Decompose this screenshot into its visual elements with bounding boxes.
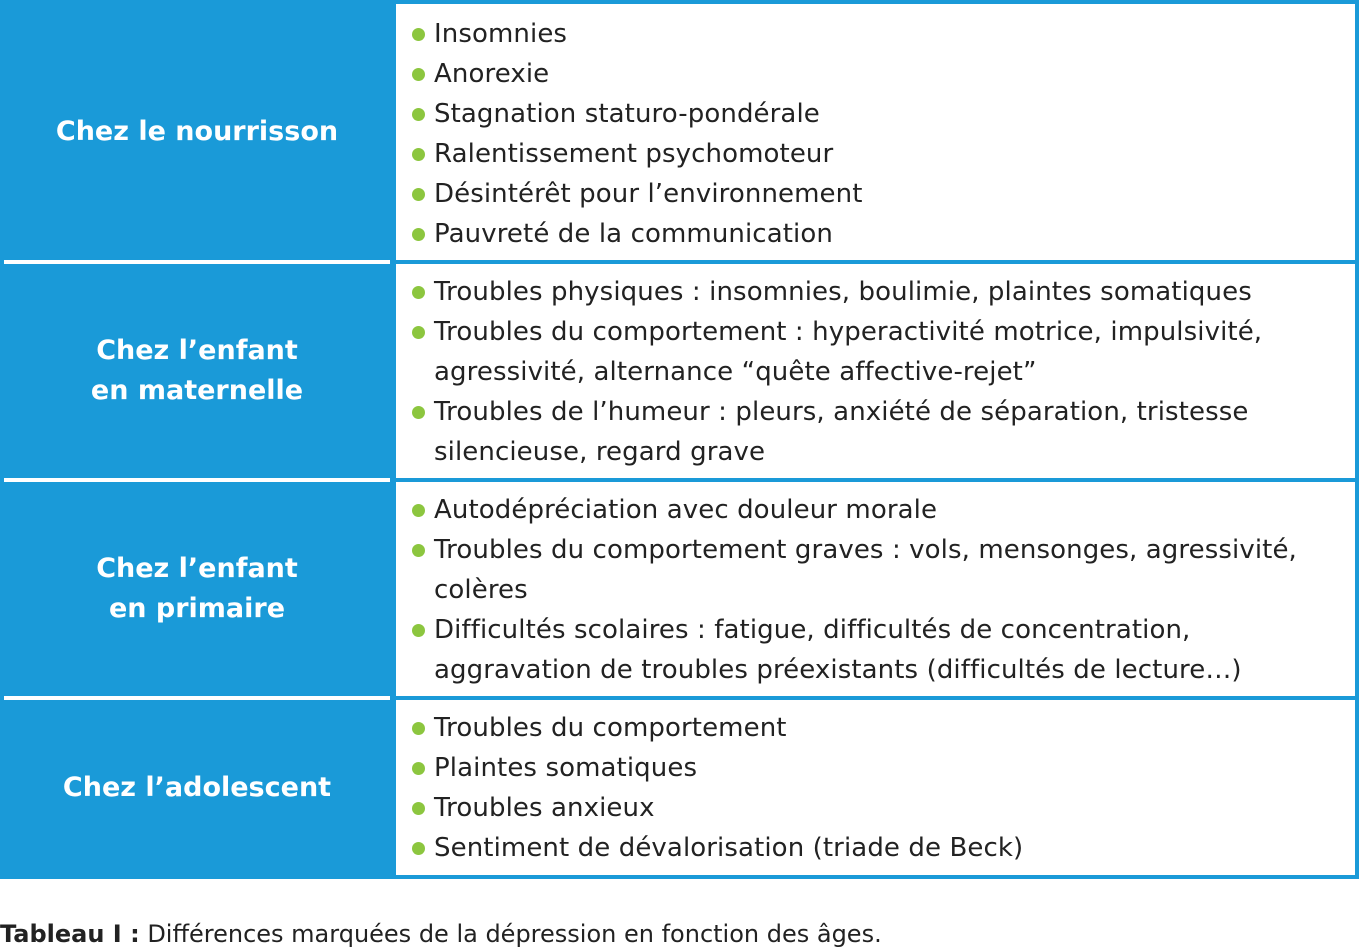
symptom-list [410,272,1345,472]
symptom-list [410,490,1345,690]
list-item: Sentiment de dévalorisation (triade de Beck) [410,828,1345,868]
table-row-nourrisson [0,4,1359,260]
bullet-icon [412,624,425,637]
table-row-maternelle [0,264,1359,478]
row-label: Chez l’adolescent [62,771,332,803]
table-caption [0,918,882,950]
caption-label: Tableau I : [0,920,140,948]
list-item: Autodépréciation avec douleur morale [410,490,1345,530]
bullet-icon [412,286,425,299]
bullet-icon [412,108,425,121]
list-item: Troubles physiques : insomnies, boulimie, plaintes somatiques [410,272,1345,312]
bullet-icon [412,802,425,815]
row-label-cell [4,482,390,696]
list-item: Troubles de l’humeur : pleurs, anxiété de séparation, tristesse silencieuse, regard grave [410,392,1345,472]
bullet-icon [412,326,425,339]
list-item: Plaintes somatiques [410,748,1345,788]
bullet-icon [412,228,425,241]
list-item: Difficultés scolaires : fatigue, difficultés de concentration, aggravation de troubles préexistants (difficultés de lecture…) [410,610,1345,690]
list-item: Troubles du comportement : hyperactivité motrice, impulsivité, agressivité, alternance “quête affective-rejet” [410,312,1345,392]
bullet-icon [412,148,425,161]
row-content-cell [396,264,1355,478]
list-item: Ralentissement psychomoteur [410,134,1345,174]
bullet-icon [412,188,425,201]
caption-text: Différences marquées de la dépression en fonction des âges. [139,920,882,948]
bullet-icon [412,68,425,81]
list-item: Stagnation staturo-pondérale [410,94,1345,134]
table-row-adolescent [0,700,1359,875]
row-content-cell [396,482,1355,696]
row-label-cell [4,700,390,875]
row-label: Chez le nourrisson [55,116,339,147]
list-item: Troubles anxieux [410,788,1345,828]
bullet-icon [412,544,425,557]
row-content-cell [396,700,1355,875]
list-item: Troubles du comportement graves : vols, mensonges, agressivité, colères [410,530,1345,610]
bullet-icon [412,504,425,517]
row-label: Chez l’enfant en maternelle [90,335,304,406]
list-item: Désintérêt pour l’environnement [410,174,1345,214]
list-item: Troubles du comportement [410,708,1345,748]
row-label-cell [4,4,390,260]
symptom-list [410,14,1345,254]
row-content-cell [396,4,1355,260]
row-label-cell [4,264,390,478]
bullet-icon [412,762,425,775]
bullet-icon [412,28,425,41]
symptom-list [410,708,1345,868]
bullet-icon [412,722,425,735]
list-item: Insomnies [410,14,1345,54]
bullet-icon [412,406,425,419]
row-label: Chez l’enfant en primaire [96,553,298,624]
list-item: Anorexie [410,54,1345,94]
bullet-icon [412,842,425,855]
list-item: Pauvreté de la communication [410,214,1345,254]
table-row-primaire [0,482,1359,696]
